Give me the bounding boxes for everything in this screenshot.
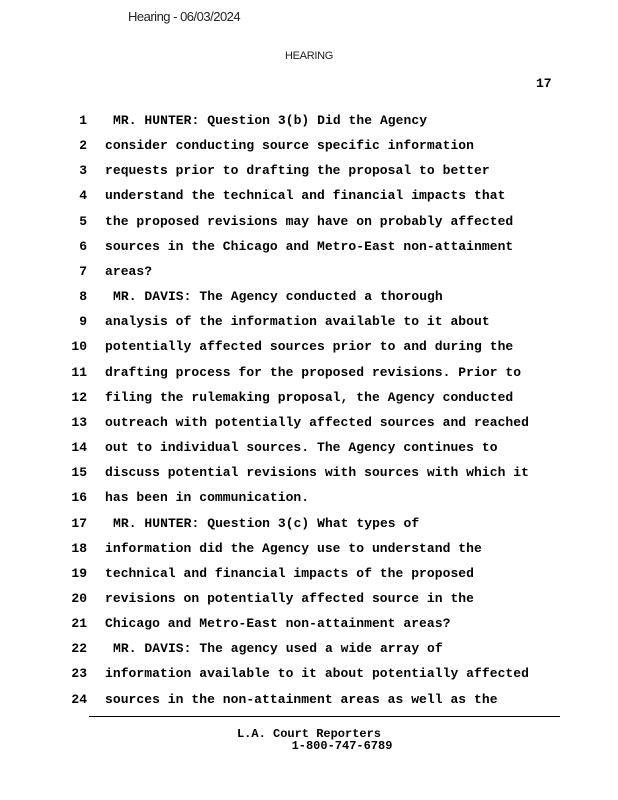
transcript-line bbox=[0, 287, 618, 312]
line-text: sources in the non-attainment areas as well as the bbox=[105, 691, 498, 707]
line-text: drafting process for the proposed revisions. Prior to bbox=[105, 364, 522, 380]
line-text: out to individual sources. The Agency continues to bbox=[105, 440, 498, 456]
line-text: Chicago and Metro-East non-attainment areas? bbox=[105, 616, 451, 632]
line-text: analysis of the information available to it about bbox=[105, 314, 490, 330]
transcript-line bbox=[0, 564, 618, 589]
transcript-line bbox=[0, 212, 618, 237]
transcript-line bbox=[0, 514, 618, 539]
line-number: 8 bbox=[79, 289, 87, 305]
document-header-title: Hearing - 06/03/2024 bbox=[128, 9, 241, 24]
line-text: areas? bbox=[105, 263, 153, 279]
transcript-line bbox=[0, 614, 618, 639]
line-number: 11 bbox=[71, 364, 87, 380]
transcript-line bbox=[0, 463, 618, 488]
line-number: 21 bbox=[71, 616, 87, 632]
line-number: 17 bbox=[71, 515, 87, 531]
line-number: 3 bbox=[79, 163, 87, 179]
line-text: MR. DAVIS: The Agency conducted a thorough bbox=[113, 289, 443, 305]
transcript-line bbox=[0, 690, 618, 715]
line-text: MR. HUNTER: Question 3(b) Did the Agency bbox=[113, 113, 428, 128]
transcript-line bbox=[0, 312, 618, 337]
line-number: 5 bbox=[79, 213, 87, 229]
transcript-line bbox=[0, 388, 618, 413]
line-text: sources in the Chicago and Metro-East non-attainment bbox=[105, 238, 514, 254]
transcript-line bbox=[0, 161, 618, 186]
line-number: 16 bbox=[71, 490, 87, 506]
transcript-line bbox=[0, 262, 618, 287]
line-text: discuss potential revisions with sources with which it bbox=[105, 465, 529, 481]
line-text: information available to it about potentially affected bbox=[105, 666, 529, 682]
line-number: 15 bbox=[71, 465, 87, 481]
footer-divider bbox=[89, 716, 560, 717]
line-number: 12 bbox=[71, 389, 87, 405]
transcript-line bbox=[0, 539, 618, 564]
line-number: 22 bbox=[71, 641, 87, 657]
page-number: 17 bbox=[536, 76, 552, 91]
line-number: 10 bbox=[71, 339, 87, 355]
line-number: 9 bbox=[79, 314, 87, 330]
transcript-line bbox=[0, 136, 618, 161]
line-number: 13 bbox=[71, 414, 87, 430]
line-text: consider conducting source specific information bbox=[105, 138, 475, 154]
transcript-lines bbox=[0, 111, 618, 715]
line-number: 6 bbox=[79, 238, 87, 254]
line-text: potentially affected sources prior to and during the bbox=[105, 339, 514, 355]
line-number: 20 bbox=[71, 590, 87, 606]
line-text: requests prior to drafting the proposal to better bbox=[105, 163, 490, 179]
transcript-line bbox=[0, 589, 618, 614]
line-number: 14 bbox=[71, 440, 87, 456]
line-text: technical and financial impacts of the proposed bbox=[105, 565, 475, 581]
document-header-heading: HEARING bbox=[284, 50, 334, 62]
transcript-line bbox=[0, 186, 618, 211]
line-text: the proposed revisions may have on probably affected bbox=[105, 213, 514, 229]
footer-company: L.A. Court Reporters bbox=[236, 727, 382, 741]
line-text: filing the rulemaking proposal, the Agency conducted bbox=[105, 389, 514, 405]
transcript-line bbox=[0, 237, 618, 262]
line-text: information did the Agency use to understand the bbox=[105, 540, 482, 556]
transcript-line bbox=[0, 438, 618, 463]
line-text: has been in communication. bbox=[105, 490, 310, 506]
line-number: 4 bbox=[79, 188, 87, 204]
line-number: 18 bbox=[71, 540, 87, 556]
line-text: revisions on potentially affected source in the bbox=[105, 590, 475, 606]
line-number: 23 bbox=[71, 666, 87, 682]
line-number: 1 bbox=[79, 113, 87, 128]
transcript-line bbox=[0, 488, 618, 513]
transcript-line bbox=[0, 111, 618, 136]
transcript-line bbox=[0, 363, 618, 388]
line-text: outreach with potentially affected sources and reached bbox=[105, 414, 529, 430]
line-text: MR. DAVIS: The agency used a wide array of bbox=[113, 641, 443, 657]
line-number: 19 bbox=[71, 565, 87, 581]
footer-phone: 1-800-747-6789 bbox=[291, 739, 393, 753]
line-number: 2 bbox=[79, 138, 87, 154]
line-number: 7 bbox=[79, 263, 87, 279]
transcript-line bbox=[0, 664, 618, 689]
line-text: understand the technical and financial impacts that bbox=[105, 188, 506, 204]
line-text: MR. HUNTER: Question 3(c) What types of bbox=[113, 515, 420, 531]
line-number: 24 bbox=[71, 691, 87, 707]
transcript-line bbox=[0, 413, 618, 438]
transcript-line bbox=[0, 639, 618, 664]
transcript-line bbox=[0, 337, 618, 362]
